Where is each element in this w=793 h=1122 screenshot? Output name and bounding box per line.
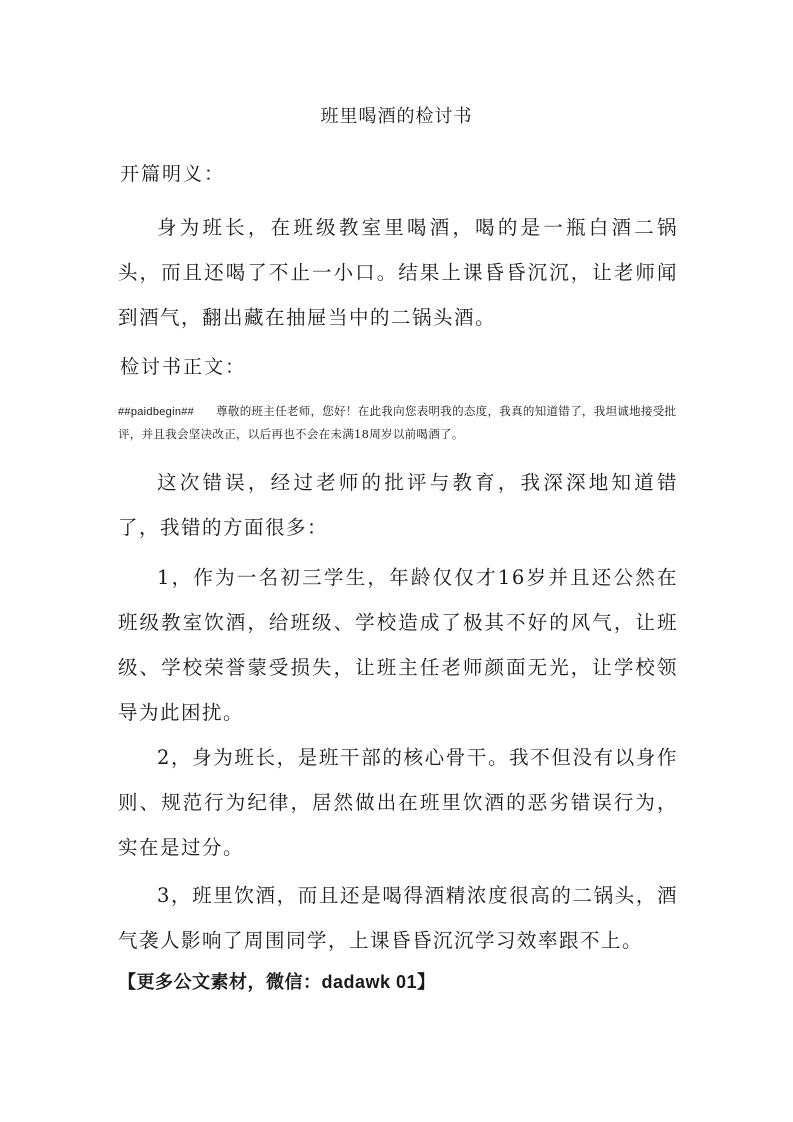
paragraph-point-2: 2，身为班长，是班干部的核心骨干。我不但没有以身作则、规范行为纪律，居然做出在班里饮酒的恶劣错误行为，实在是过分。	[118, 746, 678, 859]
paragraph-errors-intro: 这次错误，经过老师的批评与教育，我深深地知道错了，我错的方面很多：	[118, 471, 678, 539]
footer-note: 【更多公文素材，微信：dadawk 01】	[118, 972, 436, 992]
paragraph-point-3: 3，班里饮酒，而且还是喝得酒精浓度很高的二锅头，酒气袭人影响了周围同学，上课昏昏沉沉学习效率跟不上。	[118, 884, 678, 952]
paragraph-point-1: 1，作为一名初三学生，年龄仅仅才16岁并且还公然在班级教室饮酒，给班级、学校造成了极其不好的风气，让班级、学校荣誉蒙受损失，让班主任老师颜面无光，让学校领导为此困扰。	[118, 566, 678, 724]
small-print-paragraph	[118, 400, 680, 445]
paid-marker: ##paidbegin##	[118, 406, 195, 418]
section-heading-body: 检讨书正文：	[120, 356, 247, 378]
small-print-text: 尊敬的班主任老师，您好！在此我向您表明我的态度，我真的知道错了，我坦诚地接受批评，并且我会坚决改正，以后再也不会在未满18周岁以前喝酒了。	[118, 404, 677, 441]
document-title: 班里喝酒的检讨书	[320, 106, 473, 127]
intro-paragraph: 身为班长，在班级教室里喝酒，喝的是一瓶白酒二锅头，而且还喝了不止一小口。结果上课昏昏沉沉，让老师闻到酒气，翻出藏在抽屉当中的二锅头酒。	[118, 216, 678, 329]
section-heading-opening: 开篇明义：	[120, 163, 226, 185]
